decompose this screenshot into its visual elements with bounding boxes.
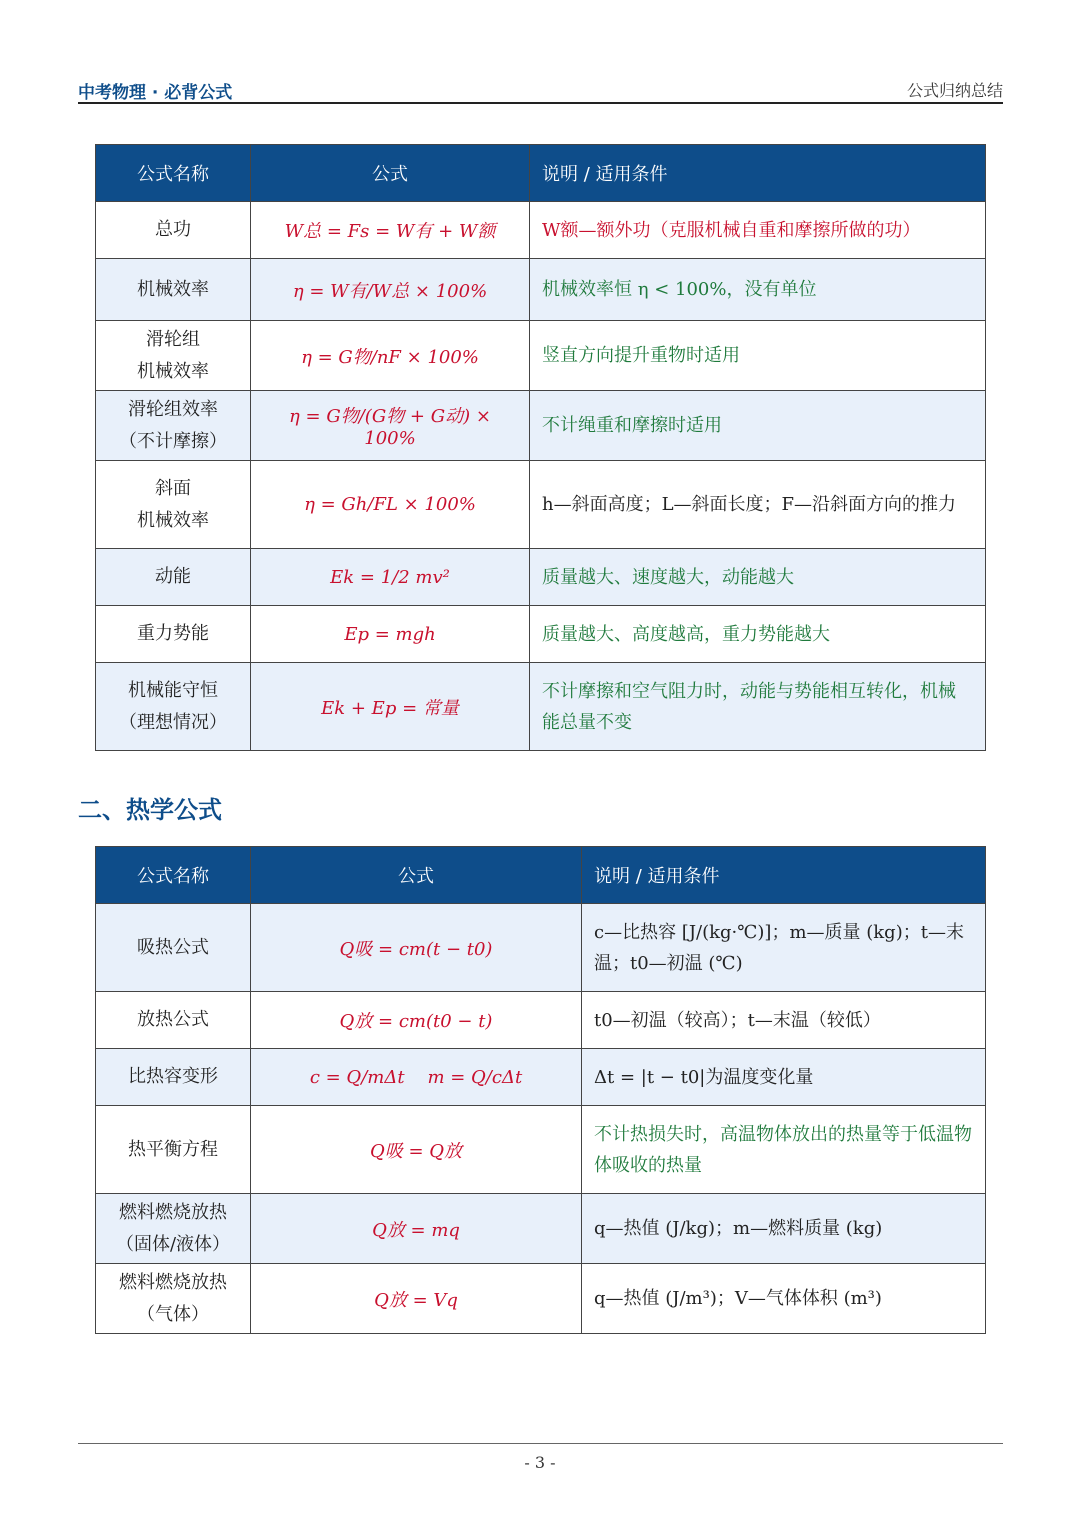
mechanics-formula-table: [95, 144, 986, 751]
row-desc: 质量越大、高度越高，重力势能越大: [530, 606, 986, 663]
page-number: - 3 -: [524, 1453, 556, 1472]
row-formula: Q放 = Vq: [251, 1264, 582, 1334]
table-row: [96, 391, 986, 461]
row-name: 比热容变形: [96, 1049, 251, 1106]
row-name: 斜面 机械效率: [96, 461, 251, 549]
row-desc: q—热值 (J/kg)；m—燃料质量 (kg): [582, 1194, 986, 1264]
row-desc: W额—额外功（克服机械自重和摩擦所做的功）: [530, 202, 986, 259]
row-formula: c = Q/mΔt m = Q/cΔt: [251, 1049, 582, 1106]
row-formula: W总 = Fs = W有 + W额: [251, 202, 530, 259]
row-formula: η = Gh/FL × 100%: [251, 461, 530, 549]
row-formula: Ek = 1/2 mv²: [251, 549, 530, 606]
table-header-row: [96, 145, 986, 202]
row-desc: c—比热容 [J/(kg·℃)]；m—质量 (kg)；t—末温；t0—初温 (℃): [582, 904, 986, 992]
row-desc: Δt = |t − t0|为温度变化量: [582, 1049, 986, 1106]
table-row: [96, 904, 986, 992]
table-row: [96, 1264, 986, 1334]
row-desc: 不计摩擦和空气阻力时，动能与势能相互转化，机械能总量不变: [530, 663, 986, 751]
row-name: 燃料燃烧放热 （固体/液体）: [96, 1194, 251, 1264]
row-desc: h—斜面高度；L—斜面长度；F—沿斜面方向的推力: [530, 461, 986, 549]
table-row: [96, 606, 986, 663]
table-row: [96, 663, 986, 751]
row-name: 燃料燃烧放热 （气体）: [96, 1264, 251, 1334]
header-name: 公式名称: [96, 145, 251, 202]
page-header: [78, 74, 1003, 104]
table-row: [96, 259, 986, 321]
header-title: 中考物理 · 必背公式: [78, 83, 233, 103]
header-name: 公式名称: [96, 847, 251, 904]
heat-formula-table: [95, 846, 986, 1334]
footer-divider: [78, 1443, 1003, 1444]
row-name: 放热公式: [96, 992, 251, 1049]
table-row: [96, 1049, 986, 1106]
row-name: 机械能守恒 （理想情况）: [96, 663, 251, 751]
row-desc: t0—初温（较高）；t—末温（较低）: [582, 992, 986, 1049]
row-desc: q—热值 (J/m³)；V—气体体积 (m³): [582, 1264, 986, 1334]
table-header-row: [96, 847, 986, 904]
table-row: [96, 1106, 986, 1194]
row-name: 总功: [96, 202, 251, 259]
row-formula: Ep = mgh: [251, 606, 530, 663]
table-row: [96, 549, 986, 606]
section-title: 二、热学公式: [78, 796, 222, 824]
row-formula: Q吸 = cm(t − t0): [251, 904, 582, 992]
table-row: [96, 321, 986, 391]
row-desc: 竖直方向提升重物时适用: [530, 321, 986, 391]
row-desc: 不计热损失时，高温物体放出的热量等于低温物体吸收的热量: [582, 1106, 986, 1194]
row-desc: 不计绳重和摩擦时适用: [530, 391, 986, 461]
row-name: 热平衡方程: [96, 1106, 251, 1194]
table-row: [96, 992, 986, 1049]
row-name: 吸热公式: [96, 904, 251, 992]
row-name: 重力势能: [96, 606, 251, 663]
row-name: 机械效率: [96, 259, 251, 321]
row-formula: η = G物/nF × 100%: [251, 321, 530, 391]
row-formula: η = W有/W总 × 100%: [251, 259, 530, 321]
row-formula: Q放 = mq: [251, 1194, 582, 1264]
row-desc: 质量越大、速度越大，动能越大: [530, 549, 986, 606]
table-row: [96, 461, 986, 549]
table-row: [96, 202, 986, 259]
row-formula: η = G物/(G物 + G动) × 100%: [251, 391, 530, 461]
row-formula: Q吸 = Q放: [251, 1106, 582, 1194]
row-formula: Q放 = cm(t0 − t): [251, 992, 582, 1049]
header-formula: 公式: [251, 847, 582, 904]
table-row: [96, 1194, 986, 1264]
row-formula: Ek + Ep = 常量: [251, 663, 530, 751]
header-subtitle: 公式归纳总结: [906, 81, 1003, 100]
row-name: 滑轮组 机械效率: [96, 321, 251, 391]
header-desc: 说明 / 适用条件: [530, 145, 986, 202]
header-desc: 说明 / 适用条件: [582, 847, 986, 904]
row-name: 滑轮组效率 （不计摩擦）: [96, 391, 251, 461]
row-name: 动能: [96, 549, 251, 606]
header-formula: 公式: [251, 145, 530, 202]
row-desc: 机械效率恒 η < 100%，没有单位: [530, 259, 986, 321]
